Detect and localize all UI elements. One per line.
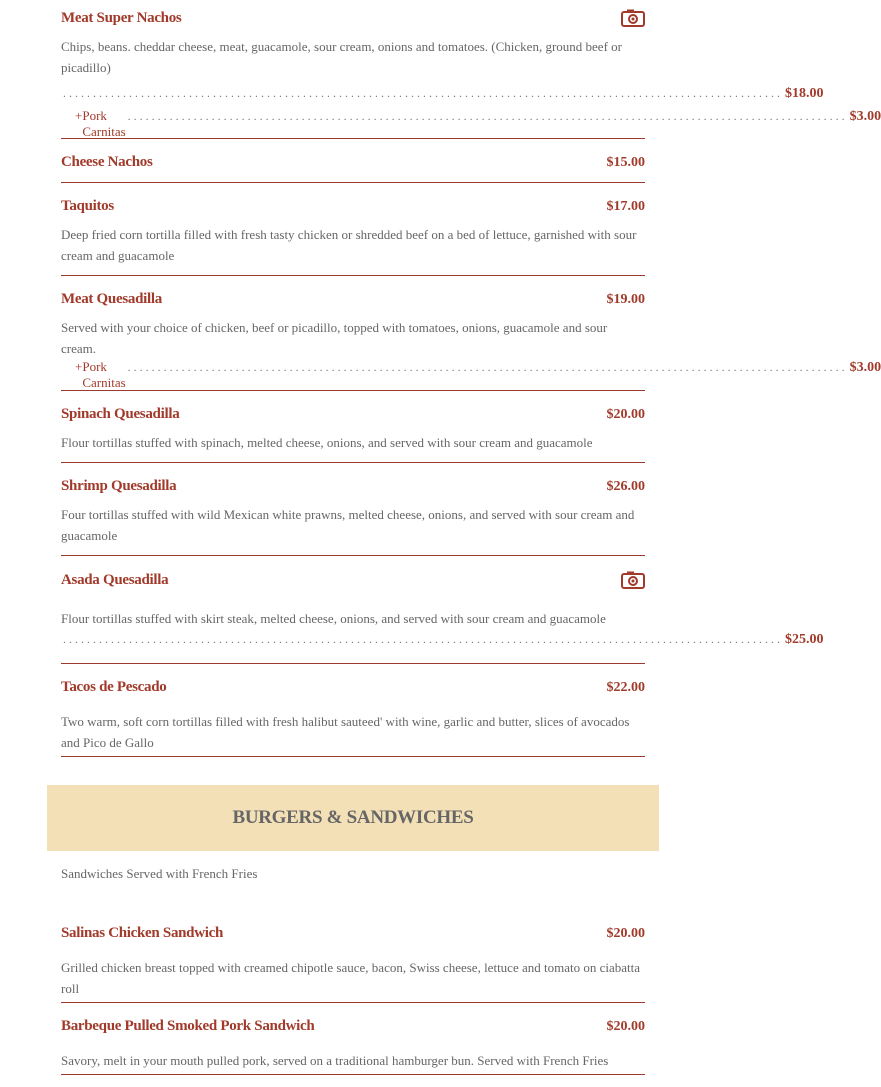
menu-item (61, 463, 645, 556)
dot-leader: ........................................................................................................................ (127, 360, 848, 374)
item-price: $20.00 (606, 406, 645, 422)
dot-leader: ........................................................................................................................ (127, 109, 848, 123)
item-description: Chips, beans. cheddar cheese, meat, guacamole, sour cream, onions and tomatoes. (Chicken, ground beef or picadillo) (61, 39, 622, 75)
item-price: $20.00 (606, 1018, 645, 1034)
menu-item (61, 139, 645, 183)
plus-icon: + (75, 359, 83, 374)
item-price: $20.00 (606, 925, 645, 941)
item-name: Salinas Chicken Sandwich (61, 925, 224, 941)
item-name: Meat Super Nachos (61, 9, 182, 26)
option-label: Pork Carnitas (82, 359, 126, 390)
option-row[interactable] (61, 108, 881, 139)
camera-icon[interactable] (621, 571, 645, 589)
menu-item (61, 556, 824, 664)
item-name: Taquitos (61, 198, 114, 214)
menu-item (61, 910, 645, 1003)
item-name: Spinach Quesadilla (61, 406, 180, 422)
section-title: BURGERS & SANDWICHES (232, 807, 474, 828)
item-name: Shrimp Quesadilla (61, 478, 177, 494)
menu-item (61, 664, 645, 757)
item-name: Barbeque Pulled Smoked Pork Sandwich (61, 1018, 315, 1034)
option-label: Pork Carnitas (82, 108, 126, 139)
item-description: Served with your choice of chicken, beef or picadillo, topped with tomatoes, onions, guacamole and sour cream. (61, 320, 608, 356)
item-price: $26.00 (606, 478, 645, 494)
item-description: Savory, melt in your mouth pulled pork, served on a traditional hamburger bun. Served with French Fries (61, 1053, 609, 1068)
menu-item (61, 0, 881, 139)
option-price: $3.00 (849, 360, 881, 375)
item-price: $17.00 (606, 198, 645, 214)
item-price: $25.00 (785, 632, 824, 647)
menu-item (61, 276, 881, 391)
item-description: Two warm, soft corn tortillas filled with fresh halibut sauteed' with wine, garlic and butter, slices of avocados and Pico de Gallo (61, 714, 630, 750)
item-name: Asada Quesadilla (61, 571, 169, 588)
section-header (47, 785, 659, 851)
item-name: Tacos de Pescado (61, 679, 167, 695)
menu-item (61, 391, 645, 463)
item-description: Four tortillas stuffed with wild Mexican white prawns, melted cheese, onions, and served with sour cream and guacamole (61, 507, 635, 543)
section-note: Sandwiches Served with French Fries (61, 866, 258, 881)
item-description: Deep fried corn tortilla filled with fresh tasty chicken or shredded beef on a bed of lettuce, garnished with sour cream and guacamole (61, 227, 637, 263)
dot-leader: ........................................................................................................................ (63, 632, 783, 646)
camera-icon[interactable] (621, 9, 645, 27)
item-price: $18.00 (785, 86, 824, 101)
item-name: Meat Quesadilla (61, 291, 162, 307)
option-price: $3.00 (849, 109, 881, 124)
item-description: Grilled chicken breast topped with creamed chipotle sauce, bacon, Swiss cheese, lettuce and tomato on ciabatta roll (61, 960, 641, 996)
item-description: Flour tortillas stuffed with skirt steak, melted cheese, onions, and served with sour cream and guacamole (61, 611, 606, 626)
menu-item (61, 1003, 645, 1075)
option-row[interactable] (61, 359, 881, 390)
price-row (61, 86, 824, 108)
menu-item (61, 183, 645, 276)
plus-icon: + (75, 108, 83, 123)
dot-leader: ........................................................................................................................ (63, 86, 783, 100)
item-price: $15.00 (606, 154, 645, 170)
item-price: $22.00 (606, 679, 645, 695)
item-description: Flour tortillas stuffed with spinach, melted cheese, onions, and served with sour cream and guacamole (61, 435, 593, 450)
item-price: $19.00 (606, 291, 645, 307)
item-name: Cheese Nachos (61, 154, 153, 170)
price-row (61, 632, 824, 654)
